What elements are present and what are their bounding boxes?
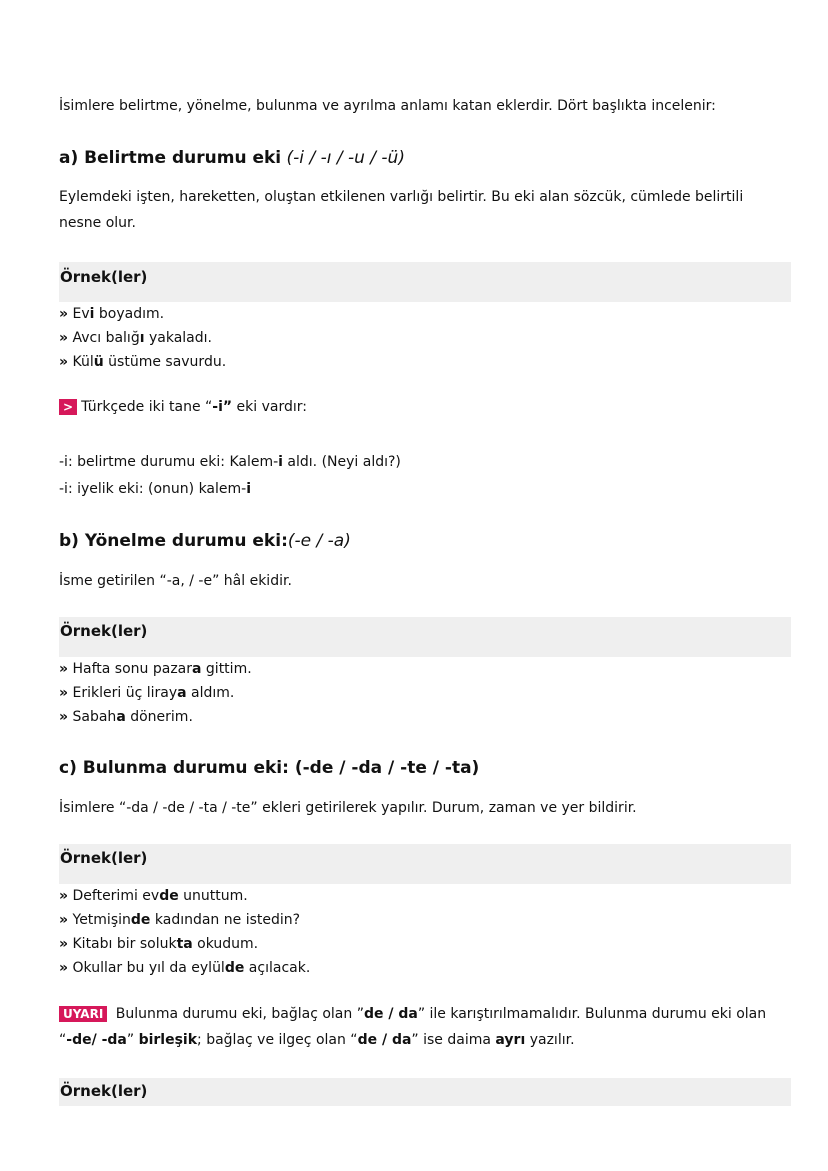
section-b-suffixes: (-e / -a) xyxy=(287,531,351,551)
warning-text: ” ise daima xyxy=(411,1032,496,1048)
example-text: yakaladı. xyxy=(144,330,212,346)
line-text: -i: iyelik eki: (onun) kalem- xyxy=(59,481,247,497)
bullet: » xyxy=(59,960,69,976)
example-suffix: de xyxy=(130,912,151,928)
section-a-suffixes: (-i / -ı / -u / -ü) xyxy=(281,148,405,168)
bullet: » xyxy=(59,936,69,952)
list-item xyxy=(59,932,258,956)
warning-text: ; bağlaç ve ilgeç olan “ xyxy=(197,1032,358,1048)
section-b-title: b) Yönelme durumu eki: xyxy=(59,531,288,551)
example-text: boyadım. xyxy=(94,306,165,322)
intro-text: İsimlere belirtme, yönelme, bulunma ve ayrılma anlamı katan eklerdir. Dört başlıkta incelenir: xyxy=(59,98,716,114)
bullet: » xyxy=(59,661,69,677)
example-text: üstüme savurdu. xyxy=(103,354,227,370)
note-text: eki vardır: xyxy=(232,399,307,415)
section-c-warning xyxy=(59,1001,783,1053)
example-suffix: i xyxy=(89,306,95,322)
section-c-description: İsimlere “-da / -de / -ta / -te” ekleri getirilerek yapılır. Durum, zaman ve yer bildirir. xyxy=(59,800,637,816)
section-b-example-band xyxy=(59,617,791,657)
example-text: dönerim. xyxy=(125,709,193,725)
section-c-heading: c) Bulunma durumu eki: (-de / -da / -te / -ta) xyxy=(59,758,480,778)
example-text: Kül xyxy=(72,354,94,370)
section-a-example-label: Örnek(ler) xyxy=(60,268,148,286)
list-item xyxy=(59,884,248,908)
section-a-heading xyxy=(59,147,405,169)
line-bold: i xyxy=(246,481,252,497)
section-b-example-label: Örnek(ler) xyxy=(60,622,148,640)
warning-bold: ayrı xyxy=(495,1032,526,1048)
section-a-line-1 xyxy=(59,452,401,472)
example-text: Kitabı bir soluk xyxy=(72,936,177,952)
example-text: kadından ne istedin? xyxy=(150,912,301,928)
example-text: gittim. xyxy=(201,661,252,677)
example-suffix: ta xyxy=(176,936,193,952)
example-text: unuttum. xyxy=(178,888,248,904)
bullet: » xyxy=(59,306,69,322)
warning-text: yazılır. xyxy=(525,1032,575,1048)
note-tag: > xyxy=(59,399,77,415)
example-text: Erikleri üç liray xyxy=(72,685,178,701)
section-c-example-label: Örnek(ler) xyxy=(60,849,148,867)
section-a-note xyxy=(59,397,307,417)
list-item xyxy=(59,302,164,326)
warning-text: Bulunma durumu eki, bağlaç olan ” xyxy=(111,1006,364,1022)
bullet: » xyxy=(59,912,69,928)
list-item xyxy=(59,956,310,980)
warning-bold: de / da xyxy=(357,1032,412,1048)
bullet: » xyxy=(59,709,69,725)
warning-text: ” ile karıştırılmamalıdır. Bulunma durumu eki olan “ xyxy=(59,1006,767,1048)
line-bold: i xyxy=(278,454,283,470)
example-suffix: de xyxy=(159,888,179,904)
example-text: Hafta sonu pazar xyxy=(72,661,193,677)
line-text: aldı. (Neyi aldı?) xyxy=(282,454,401,470)
bullet: » xyxy=(59,354,69,370)
example-suffix: a xyxy=(177,685,187,701)
section-c-example-band-2 xyxy=(59,1078,791,1106)
example-text: Ev xyxy=(72,306,90,322)
section-b-description: İsme getirilen “-a, / -e” hâl ekidir. xyxy=(59,573,292,589)
bullet: » xyxy=(59,685,69,701)
warning-bold: birleşik xyxy=(138,1032,198,1048)
example-suffix: de xyxy=(224,960,245,976)
example-text: Defterimi ev xyxy=(72,888,160,904)
section-a-line-2 xyxy=(59,479,251,499)
list-item xyxy=(59,326,212,350)
section-c-example-label-2: Örnek(ler) xyxy=(60,1082,148,1100)
line-text: -i: belirtme durumu eki: Kalem- xyxy=(59,454,279,470)
section-a-description: Eylemdeki işten, hareketten, oluştan etkilenen varlığı belirtir. Bu eki alan sözcük, cümlede belirtili nesne olur. xyxy=(59,189,744,231)
warning-bold: -de/ -da xyxy=(66,1032,127,1048)
example-text: Okullar bu yıl da eylül xyxy=(72,960,225,976)
list-item xyxy=(59,657,252,681)
example-text: okudum. xyxy=(192,936,259,952)
example-text: Sabah xyxy=(72,709,117,725)
bullet: » xyxy=(59,888,69,904)
list-item xyxy=(59,705,193,729)
example-text: açılacak. xyxy=(244,960,311,976)
list-item xyxy=(59,681,234,705)
example-suffix: a xyxy=(116,709,126,725)
section-a-title: a) Belirtme durumu eki xyxy=(59,148,282,168)
note-text: Türkçede iki tane “ xyxy=(81,399,213,415)
example-text: Avcı balığ xyxy=(72,330,140,346)
example-suffix: ü xyxy=(93,354,104,370)
section-a-example-band xyxy=(59,262,791,302)
example-suffix: a xyxy=(192,661,202,677)
example-text: Yetmişin xyxy=(72,912,131,928)
bullet: » xyxy=(59,330,69,346)
warning-bold: de / da xyxy=(363,1006,418,1022)
section-c-example-band xyxy=(59,844,791,884)
list-item xyxy=(59,908,300,932)
warning-tag: UYARI xyxy=(59,1006,107,1022)
warning-text: ” xyxy=(126,1032,139,1048)
example-suffix: ı xyxy=(139,330,145,346)
section-b-heading xyxy=(59,530,351,552)
example-text: aldım. xyxy=(186,685,235,701)
list-item xyxy=(59,350,226,374)
note-bold: -i” xyxy=(212,399,233,415)
